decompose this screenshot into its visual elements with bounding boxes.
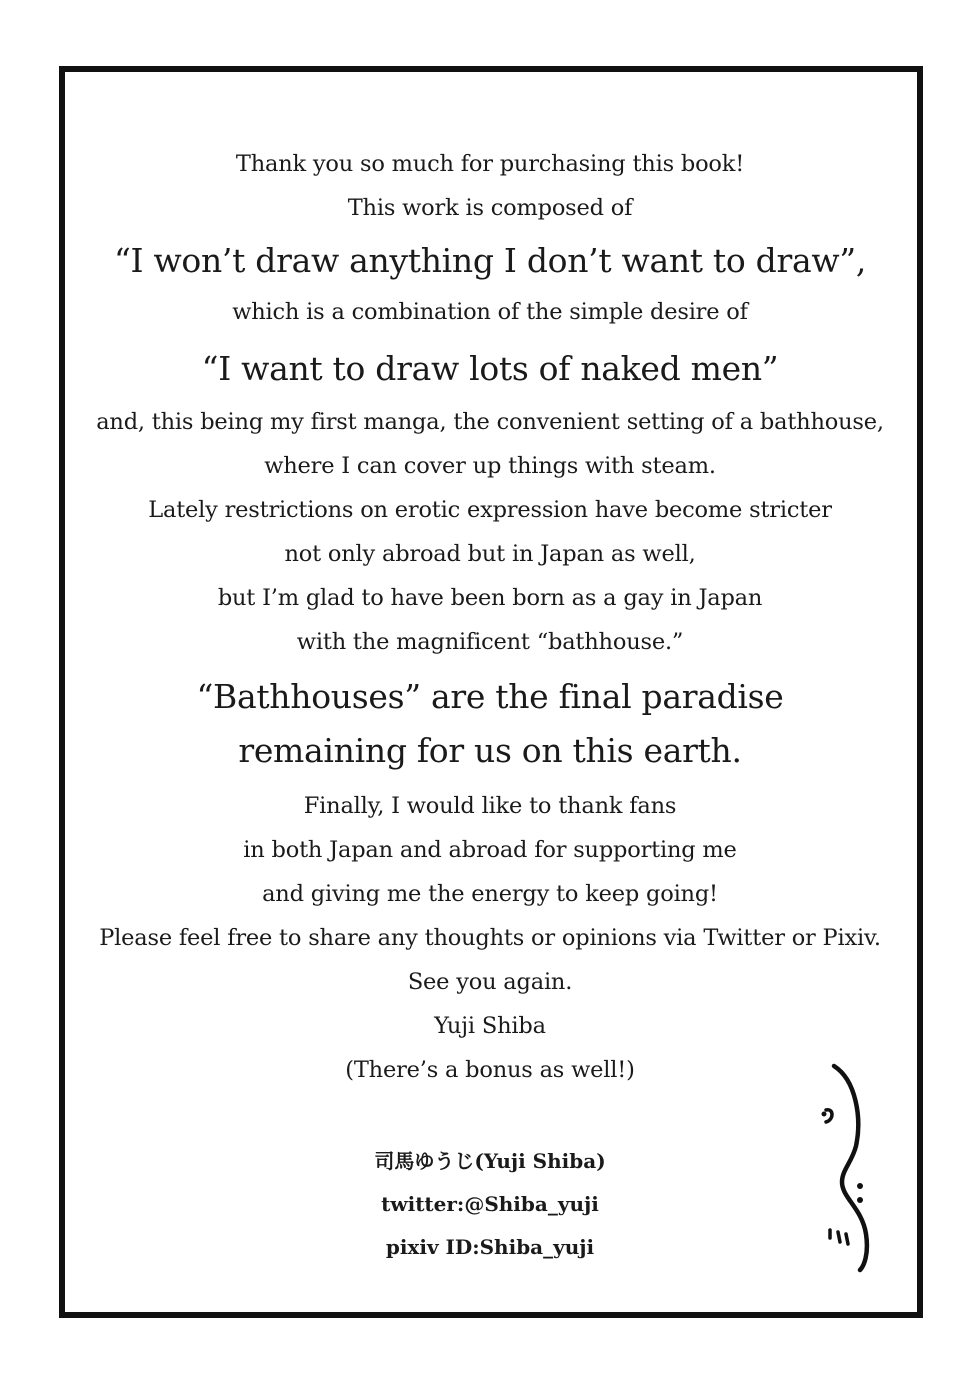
message-line-15: in both Japan and abroad for supporting me xyxy=(243,837,737,863)
message-line-11: with the magnificent “bathhouse.” xyxy=(296,629,684,655)
message-line-8: Lately restrictions on erotic expression have become stricter xyxy=(148,497,832,523)
twitter-handle: twitter:@Shiba_yuji xyxy=(381,1192,599,1216)
message-line-3-emphasis: “I won’t draw anything I don’t want to draw”, xyxy=(113,241,867,280)
author-name: 司馬ゆうじ(Yuji Shiba) xyxy=(374,1149,606,1173)
message-signature: Yuji Shiba xyxy=(434,1013,546,1039)
message-line-12-emphasis: “Bathhouses” are the final paradise xyxy=(196,677,784,716)
pixiv-id: pixiv ID:Shiba_yuji xyxy=(385,1235,595,1259)
message-line-6: and, this being my first manga, the convenient setting of a bathhouse, xyxy=(96,409,884,435)
message-line-4: which is a combination of the simple desire of xyxy=(232,299,748,325)
message-line-5-emphasis: “I want to draw lots of naked men” xyxy=(201,349,779,388)
message-line-7: where I can cover up things with steam. xyxy=(264,453,716,479)
message-line-10: but I’m glad to have been born as a gay in Japan xyxy=(217,585,763,611)
message-line-13-emphasis: remaining for us on this earth. xyxy=(238,731,742,770)
handdrawn-face-doodle-icon xyxy=(812,1058,882,1278)
message-line-1: Thank you so much for purchasing this book! xyxy=(235,151,745,177)
message-line-bonus-note: (There’s a bonus as well!) xyxy=(345,1057,635,1083)
afterword-message xyxy=(0,142,980,1092)
message-line-9: not only abroad but in Japan as well, xyxy=(284,541,696,567)
message-line-18: See you again. xyxy=(407,969,573,995)
message-line-14: Finally, I would like to thank fans xyxy=(303,793,677,819)
message-line-2: This work is composed of xyxy=(347,195,633,221)
message-line-16: and giving me the energy to keep going! xyxy=(262,881,718,907)
message-line-17: Please feel free to share any thoughts or opinions via Twitter or Pixiv. xyxy=(99,925,881,951)
